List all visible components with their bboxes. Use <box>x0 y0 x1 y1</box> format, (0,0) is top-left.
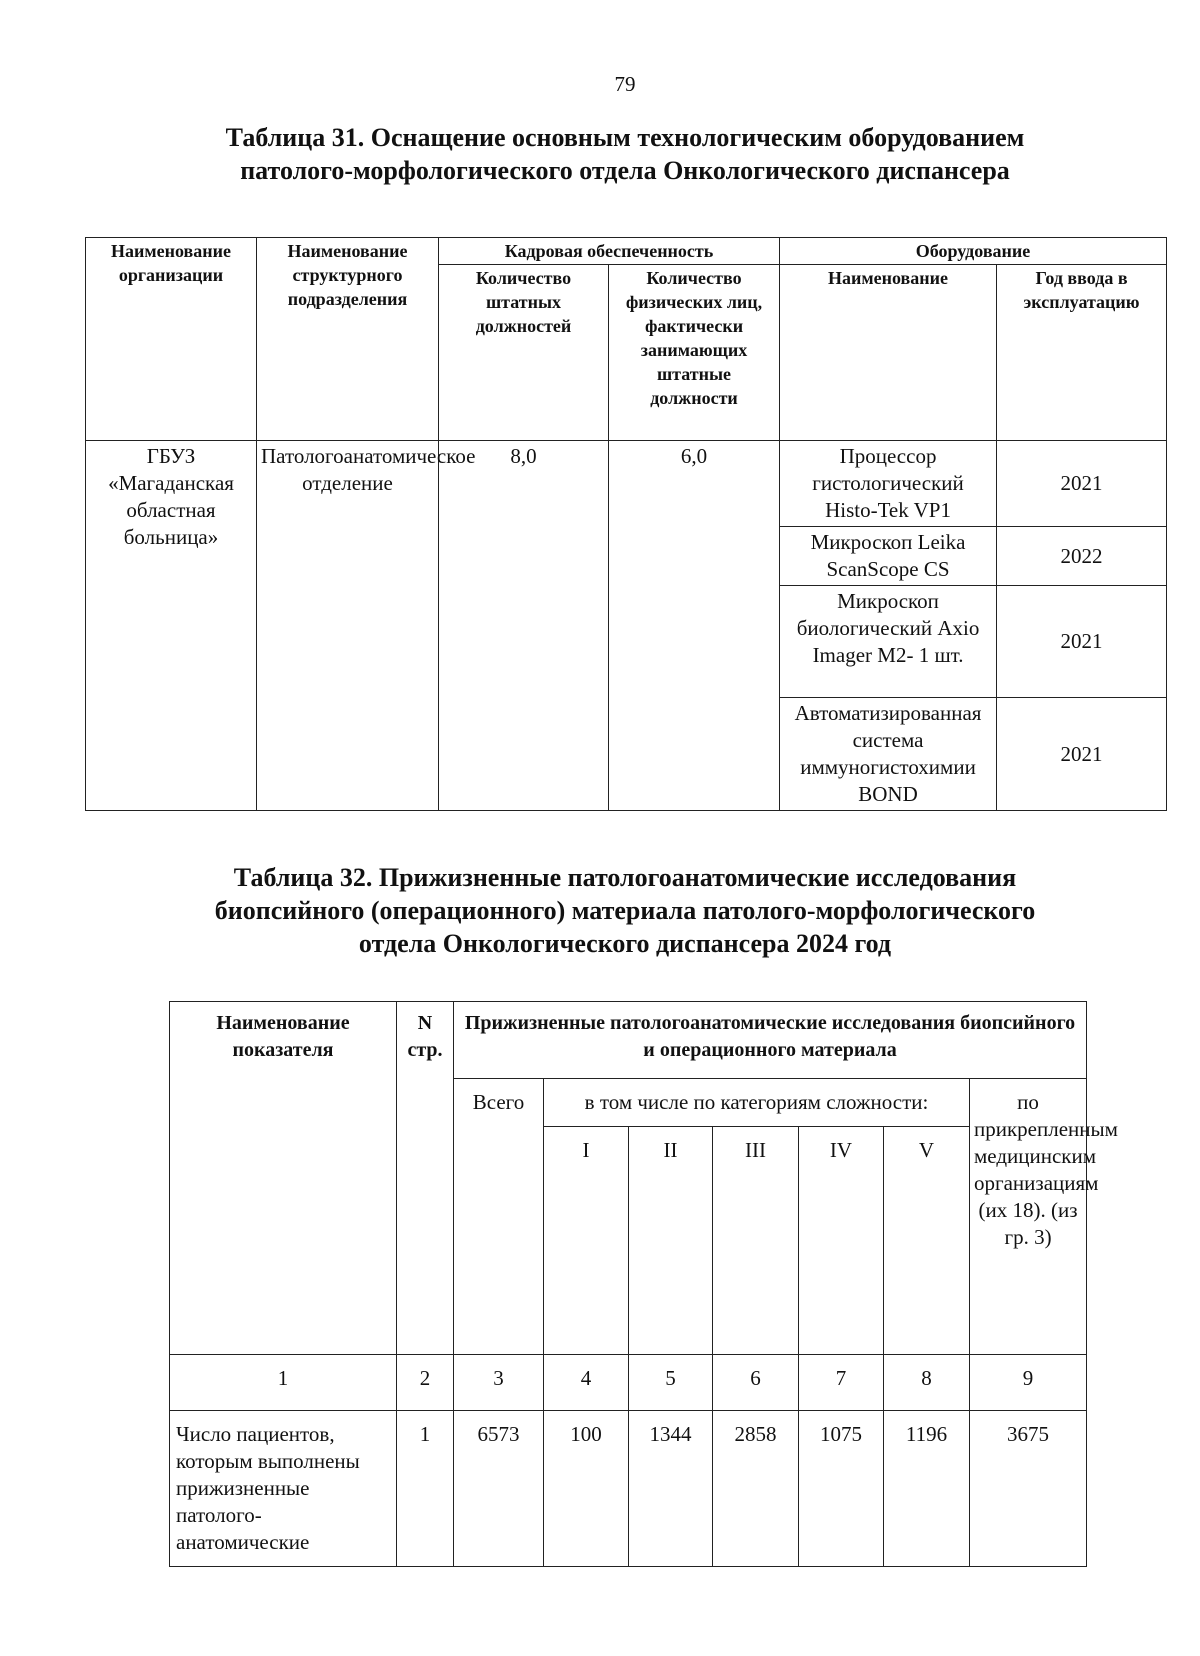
header-by-category: в том числе по категориям сложности: <box>544 1079 970 1127</box>
row1-value: 3675 <box>970 1411 1087 1567</box>
col-number: 8 <box>884 1355 970 1411</box>
table32-title <box>0 861 1200 960</box>
cell-persons: 6,0 <box>609 441 780 811</box>
header-total: Всего <box>454 1079 544 1355</box>
header-row-no: N стр. <box>397 1002 454 1355</box>
table31-title-line1: Таблица 31. Оснащение основным технологическим оборудованием <box>225 123 1025 152</box>
header-unit: Наименование структурного подразделения <box>257 238 439 441</box>
header-equip-year: Год ввода в эксплуатацию <box>997 265 1167 441</box>
col-number: 5 <box>629 1355 713 1411</box>
header-cat-1: I <box>544 1127 629 1355</box>
col-number: 9 <box>970 1355 1087 1411</box>
cell-org: ГБУЗ «Магаданская областная больница» <box>86 441 257 811</box>
header-cat-3: III <box>713 1127 799 1355</box>
row1-value: 1075 <box>799 1411 884 1567</box>
header-org: Наименование организации <box>86 238 257 441</box>
row1-value: 2858 <box>713 1411 799 1567</box>
cell-equip-year: 2021 <box>997 441 1167 527</box>
cell-equip-year: 2021 <box>997 698 1167 811</box>
header-studies: Прижизненные патологоанатомические исследования биопсийного и операционного материала <box>454 1002 1087 1079</box>
header-indicator: Наименование показателя <box>170 1002 397 1355</box>
cell-equip-year: 2022 <box>997 527 1167 586</box>
page-number: 79 <box>614 72 636 96</box>
header-staff-positions: Количество штатных должностей <box>439 265 609 441</box>
header-equipment: Оборудование <box>780 238 1167 265</box>
row1-value: 6573 <box>454 1411 544 1567</box>
header-cat-2: II <box>629 1127 713 1355</box>
cell-equip-name: Автоматизированная система иммуногистохимии BOND <box>780 698 997 811</box>
table31-title <box>0 121 1200 187</box>
table31-title-line2: патолого-морфологического отдела Онкологического диспансера <box>240 156 1010 185</box>
row1-value: 1 <box>397 1411 454 1567</box>
col-number: 1 <box>170 1355 397 1411</box>
cell-equip-year: 2021 <box>997 586 1167 698</box>
col-number: 6 <box>713 1355 799 1411</box>
table32-title-line2: биопсийного (операционного) материала патолого-морфологического <box>214 896 1036 925</box>
cell-positions: 8,0 <box>439 441 609 811</box>
header-cat-5: V <box>884 1127 970 1355</box>
row1-value: 1344 <box>629 1411 713 1567</box>
cell-equip-name: Микроскоп биологический Axio Imager M2- 1 шт. <box>780 586 997 698</box>
header-equip-name: Наименование <box>780 265 997 441</box>
header-staff: Кадровая обеспеченность <box>439 238 780 265</box>
col-number: 4 <box>544 1355 629 1411</box>
header-cat-4: IV <box>799 1127 884 1355</box>
row1-value: 100 <box>544 1411 629 1567</box>
col-number: 3 <box>454 1355 544 1411</box>
cell-equip-name: Процессор гистологический Histo-Tek VP1 <box>780 441 997 527</box>
table32-title-line3: отдела Онкологического диспансера 2024 год <box>358 929 892 958</box>
col-number: 2 <box>397 1355 454 1411</box>
row1-value: 1196 <box>884 1411 970 1567</box>
header-attached: по прикрепленным медицинским организациям (их 18). (из гр. 3) <box>970 1079 1087 1355</box>
cell-equip-name: Микроскоп Leika ScanScope CS <box>780 527 997 586</box>
col-number: 7 <box>799 1355 884 1411</box>
table32 <box>169 1001 1118 1567</box>
table32-title-line1: Таблица 32. Прижизненные патологоанатомические исследования <box>233 863 1017 892</box>
cell-unit: Патологоанатомическое отделение <box>257 441 439 811</box>
row1-label: Число пациентов, которым выполнены прижизненные патолого-анатомические <box>170 1411 397 1567</box>
header-staff-persons: Количество физических лиц, фактически занимающих штатные должности <box>609 265 780 441</box>
table31 <box>85 237 1167 811</box>
